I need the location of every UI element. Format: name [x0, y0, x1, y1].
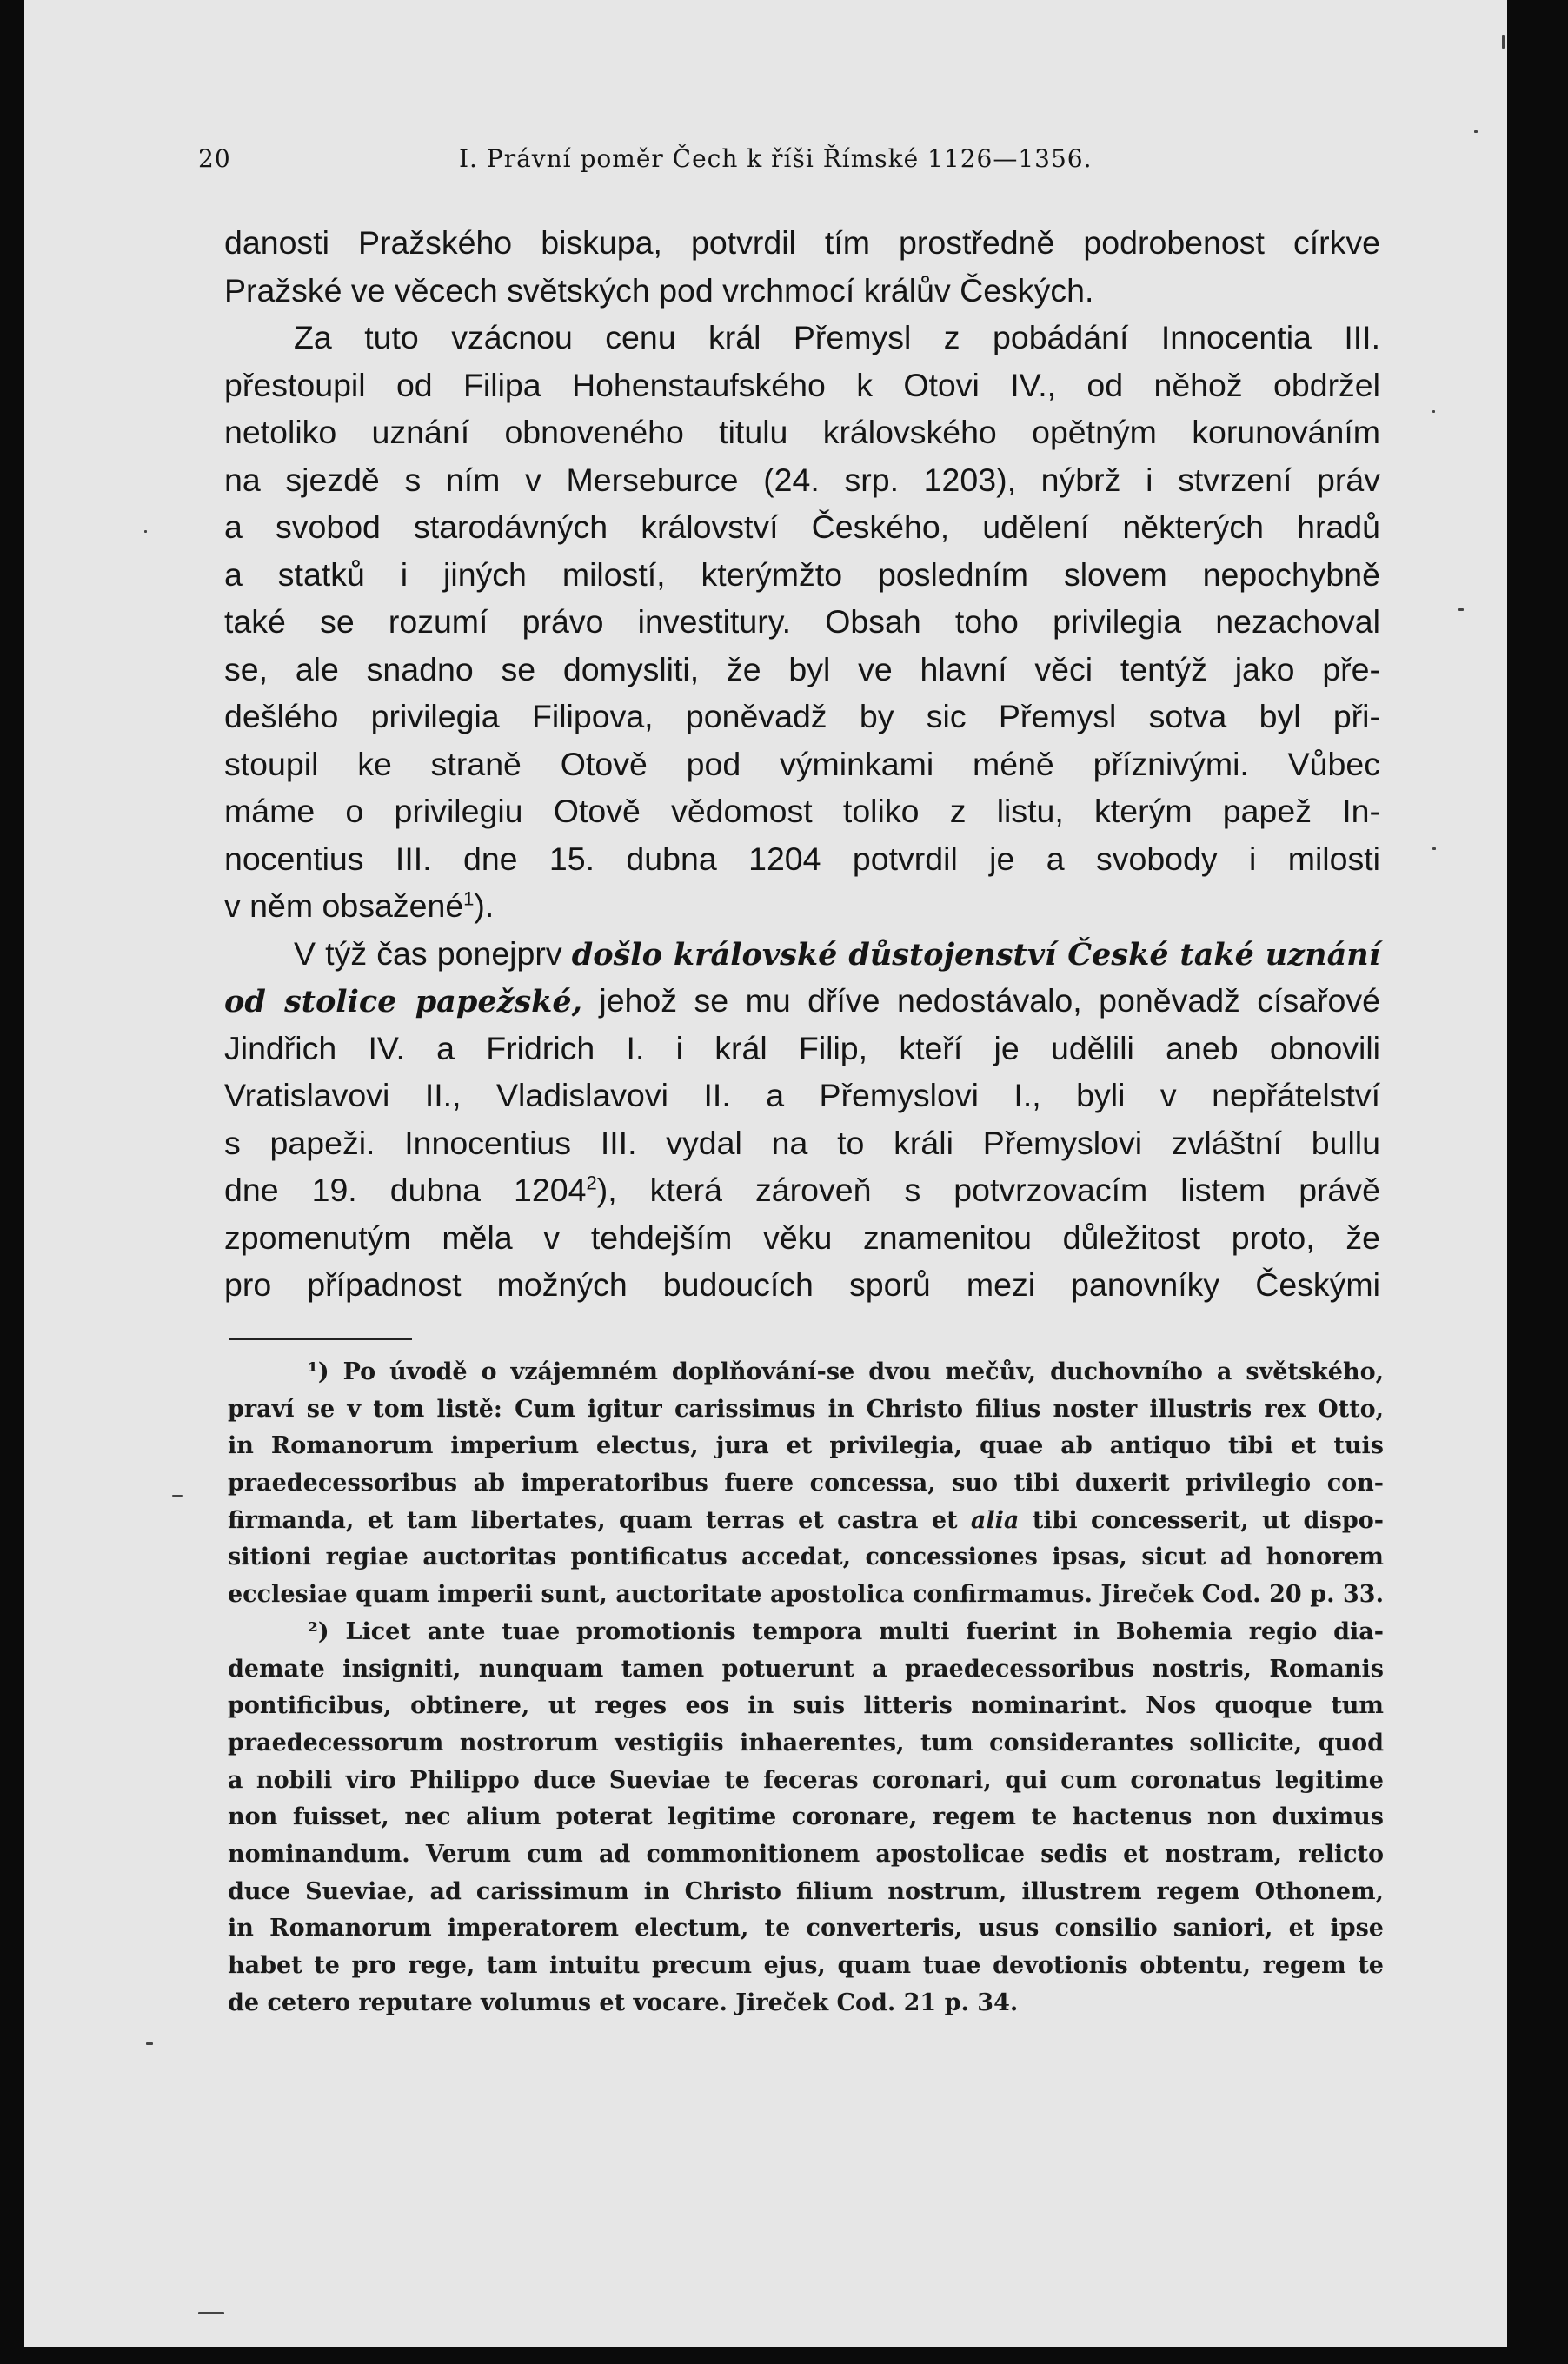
- footnote-line: [228, 1763, 1384, 1800]
- text-run: in Romanorum imperium electus, jura et privilegia, quae ab antiquo tibi et tuis: [228, 1432, 1384, 1460]
- scan-speck: [172, 1495, 183, 1497]
- scan-speck: [1458, 608, 1464, 611]
- body-line: [224, 598, 1380, 646]
- text-run: na sjezdě s ním v Merseburce (24. srp. 1203), nýbrž i stvrzení práv: [224, 461, 1380, 498]
- text-run: zpomenutým měla v tehdejším věku znamenitou důležitost proto, že: [224, 1219, 1380, 1256]
- emphasis: alia: [970, 1506, 1020, 1534]
- footnote-line: [228, 1948, 1384, 1985]
- text-run: stoupil ke straně Otově pod výminkami méně příznivými. Vůbec: [224, 745, 1380, 782]
- text-run: ).: [474, 887, 495, 924]
- body-line: [224, 1166, 1380, 1214]
- text-run: se, ale snadno se domysliti, že byl ve hlavní věci tentýž jako pře-: [224, 650, 1380, 687]
- text-run: praví se v tom listě: Cum igitur carissimus in Christo filius noster illustris rex Otto,: [228, 1395, 1384, 1423]
- body-line: [224, 408, 1380, 456]
- text-run: pro případnost možných budoucích sporů mezi panovníky Českými: [224, 1266, 1380, 1303]
- footnote-line: [228, 1503, 1384, 1540]
- text-run: Jindřich IV. a Fridrich I. i král Filip, kteří je udělili aneb obnovili: [224, 1029, 1380, 1066]
- running-title: I. Právní poměr Čech k říši Římské 1126—1356.: [459, 144, 1093, 173]
- text-run: Pražské ve věcech světských pod vrchmocí králův Českých.: [224, 271, 1094, 309]
- text-run: jehož se mu dříve nedostávalo, poněvadž císařové: [581, 982, 1381, 1019]
- text-run: netoliko uznání obnoveného titulu královského opětným korunováním: [224, 414, 1380, 450]
- footnote-rule: [229, 1338, 412, 1340]
- scan-speck: [144, 530, 147, 533]
- body-line: [224, 1214, 1380, 1262]
- text-run: praedecessoribus ab imperatoribus fuere concessa, suo tibi duxerit privilegio con-: [228, 1470, 1384, 1497]
- text-run: nominandum. Verum cum ad commonitionem apostolicae sedis et nostram, relicto: [228, 1840, 1384, 1868]
- body-line: [224, 219, 1380, 267]
- footnote-line: [228, 1354, 1384, 1391]
- body-line: [224, 1072, 1380, 1119]
- footnote-line: [228, 1651, 1384, 1689]
- text-run: sitioni regiae auctoritas pontificatus accedat, concessiones ipsas, sicut ad honorem: [228, 1544, 1384, 1571]
- footnote-line: [228, 1614, 1384, 1651]
- text-run: non fuisset, nec alium poterat legitime coronare, regem te hactenus non duximus: [228, 1803, 1384, 1831]
- text-run: Vratislavovi II., Vladislavovi II. a Přemyslovi I., byli v nepřátelství: [224, 1077, 1380, 1113]
- footnote-line: [228, 1465, 1384, 1503]
- footnote-line: [228, 1688, 1384, 1725]
- body-line: [224, 503, 1380, 551]
- text-run: tibi concesserit, ut dispo-: [1019, 1506, 1384, 1534]
- scan-speck: [1502, 35, 1505, 49]
- text-run: Za tuto vzácnou cenu král Přemysl z pobádání Innocentia III.: [294, 319, 1380, 355]
- text-run: V týž čas ponejprv: [294, 934, 572, 972]
- text-run: dešlého privilegia Filipova, poněvadž by sic Přemysl sotva byl při-: [224, 698, 1380, 734]
- text-run: nocentius III. dne 15. dubna 1204 potvrdil je a svobody i milosti: [224, 840, 1380, 877]
- main-text: [224, 219, 1380, 1309]
- footnote-line: [228, 1391, 1384, 1429]
- body-line: [224, 646, 1380, 694]
- text-run: dne 19. dubna 1204: [224, 1172, 587, 1208]
- text-run: a nobili viro Philippo duce Sueviae te feceras coronari, qui cum coronatus legitime: [228, 1766, 1384, 1794]
- text-run: přestoupil od Filipa Hohenstaufského k Otovi IV., od něhož obdržel: [224, 366, 1380, 403]
- scanned-page: [24, 0, 1507, 2347]
- text-run: habet te pro rege, tam intuitu precum ejus, quam tuae devotionis obtentu, regem te: [228, 1952, 1384, 1979]
- running-header: [198, 144, 1398, 179]
- footnote-line: [228, 1428, 1384, 1465]
- text-run: a svobod starodávných království Českého, udělení některých hradů: [224, 508, 1380, 545]
- footnotes: [228, 1354, 1384, 2022]
- scan-speck: [1432, 410, 1435, 413]
- footnote-marker: 1: [463, 887, 475, 910]
- scan-speck: [146, 2042, 153, 2045]
- body-line: [224, 787, 1380, 835]
- body-line: [224, 456, 1380, 504]
- footnote-line: [228, 1799, 1384, 1836]
- body-line: [224, 930, 1380, 978]
- body-line: [224, 314, 1380, 362]
- text-run: a statků i jiných milostí, kterýmžto posledním slovem nepochybně: [224, 555, 1380, 593]
- text-run: s papeži. Innocentius III. vydal na to králi Přemyslovi zvláštní bullu: [224, 1124, 1380, 1161]
- text-run: praedecessorum nostrorum vestigiis inhaerentes, tum considerantes sollicite, quod: [228, 1729, 1384, 1756]
- body-line: [224, 740, 1380, 788]
- page-number: 20: [198, 144, 231, 173]
- text-run: danosti Pražského biskupa, potvrdil tím prostředně podrobenost církve: [224, 224, 1380, 261]
- emphasis: od stolice papežské,: [224, 984, 582, 1019]
- text-run: ), která zároveň s potvrzovacím listem právě: [596, 1172, 1380, 1208]
- text-run: duce Sueviae, ad carissimum in Christo filium nostrum, illustrem regem Othonem,: [228, 1877, 1384, 1905]
- footnote-line: [228, 1874, 1384, 1911]
- scan-speck: [1432, 847, 1436, 850]
- text-run: také se rozumí právo investitury. Obsah toho privilegia nezachoval: [224, 603, 1380, 640]
- footnote-marker: 2: [586, 1172, 597, 1194]
- text-run: pontificibus, obtinere, ut reges eos in suis litteris nominarint. Nos quoque tum: [228, 1692, 1384, 1720]
- scan-speck: [1474, 130, 1478, 133]
- text-run: firmanda, et tam libertates, quam terras et castra et: [228, 1506, 971, 1534]
- body-line: [224, 977, 1380, 1025]
- footnote-line: [228, 1836, 1384, 1874]
- body-line: [224, 693, 1380, 740]
- text-run: máme o privilegiu Otově vědomost toliko z listu, kterým papež In-: [224, 793, 1380, 829]
- text-run: ²) Licet ante tuae promotionis tempora multi fuerint in Bohemia regio dia-: [308, 1617, 1384, 1645]
- scan-border-bottom: [0, 2347, 1568, 2364]
- text-run: v něm obsažené: [224, 887, 464, 924]
- text-run: demate insigniti, nunquam tamen potuerunt a praedecessoribus nostris, Romanis: [228, 1655, 1384, 1683]
- scan-speck: [198, 2312, 224, 2314]
- body-line: [224, 551, 1380, 599]
- text-run: ecclesiae quam imperii sunt, auctoritate apostolica confirmamus. Jireček Cod. 20 p. 33.: [228, 1581, 1384, 1609]
- footnote-line: [228, 1725, 1384, 1763]
- footnote-line: [228, 1985, 1384, 2022]
- body-line: [224, 882, 1380, 930]
- body-line: [224, 835, 1380, 883]
- text-run: de cetero reputare volumus et vocare. Jireček Cod. 21 p. 34.: [228, 1989, 1019, 2016]
- footnote-line: [228, 1539, 1384, 1577]
- body-line: [224, 1119, 1380, 1167]
- body-line: [224, 362, 1380, 409]
- scan-border-right: [1507, 0, 1568, 2364]
- text-run: ¹) Po úvodě o vzájemném doplňování-se dvou mečův, duchovního a světského,: [308, 1358, 1384, 1385]
- body-line: [224, 267, 1380, 315]
- text-run: in Romanorum imperatorem electum, te converteris, usus consilio saniori, et ipse: [228, 1915, 1384, 1942]
- body-line: [224, 1261, 1380, 1309]
- body-line: [224, 1025, 1380, 1072]
- emphasis: došlo královské důstojenství České také uznání: [571, 936, 1380, 973]
- footnote-line: [228, 1577, 1384, 1614]
- footnote-line: [228, 1910, 1384, 1948]
